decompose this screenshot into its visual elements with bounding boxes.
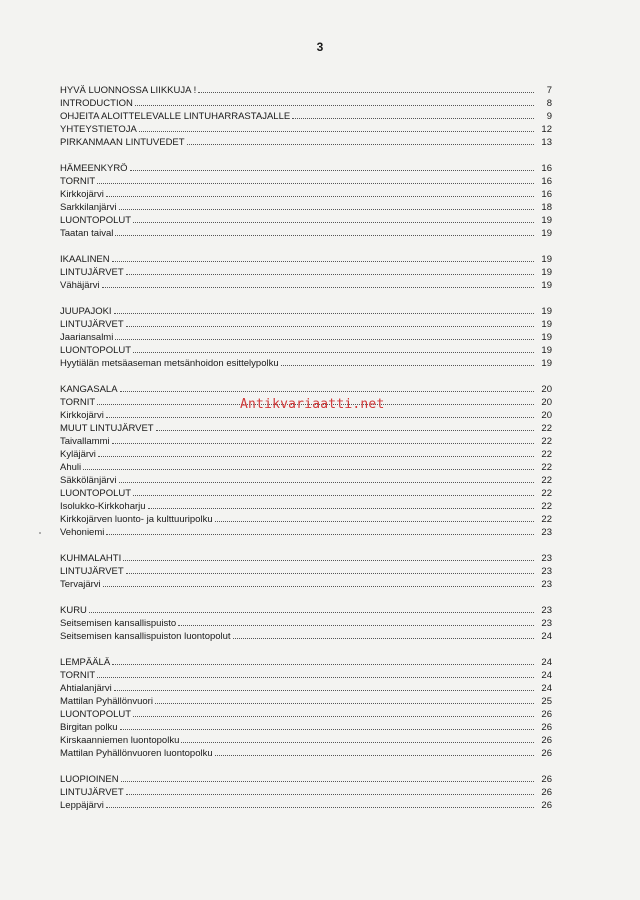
toc-entry [60, 474, 552, 487]
toc-entry-page: 26 [541, 722, 552, 733]
dot-leader [130, 169, 534, 171]
toc-entry-page: 19 [541, 280, 552, 291]
toc-entry-page: 26 [541, 748, 552, 759]
toc-entry-page: 19 [541, 228, 552, 239]
toc-entry-page: 16 [541, 163, 552, 174]
toc-entry [60, 500, 552, 513]
toc-entry-page: 19 [541, 332, 552, 343]
toc-entry-page: 24 [541, 670, 552, 681]
toc-section [60, 305, 552, 370]
toc-entry-title: KURU [60, 605, 87, 616]
toc-entry-page: 22 [541, 462, 552, 473]
toc-entry-title: OHJEITA ALOITTELEVALLE LINTUHARRASTAJALLE [60, 111, 291, 122]
toc-entry-page: 26 [541, 774, 552, 785]
toc-entry-page: 9 [546, 111, 552, 122]
toc-section [60, 162, 552, 240]
toc-entry-title: Kyläjärvi [60, 449, 96, 460]
toc-entry-title: JUUPAJOKI [60, 306, 112, 317]
toc-entry [60, 110, 552, 123]
toc-entry-title: Isolukko-Kirkkoharju [60, 501, 146, 512]
toc-entry-page: 19 [541, 319, 552, 330]
toc-entry [60, 487, 552, 500]
toc-entry-page: 22 [541, 423, 552, 434]
toc-entry-page: 19 [541, 358, 552, 369]
toc-entry [60, 578, 552, 591]
dot-leader [120, 390, 534, 392]
dot-leader [119, 481, 535, 483]
toc-entry-page: 23 [541, 618, 552, 629]
toc-entry-title: Birgitan polku [60, 722, 118, 733]
dot-leader [126, 325, 534, 327]
toc-entry [60, 227, 552, 240]
toc-entry-page: 26 [541, 800, 552, 811]
toc-entry [60, 84, 552, 97]
toc-entry-page: 24 [541, 657, 552, 668]
toc-entry-page: 20 [541, 397, 552, 408]
dot-leader [133, 715, 534, 717]
toc-entry [60, 435, 552, 448]
toc-entry-page: 19 [541, 345, 552, 356]
toc-entry-page: 22 [541, 514, 552, 525]
toc-entry [60, 318, 552, 331]
toc-entry-title: HÄMEENKYRÖ [60, 163, 128, 174]
dot-leader [198, 91, 534, 93]
toc-entry-page: 16 [541, 189, 552, 200]
dot-leader [133, 351, 534, 353]
toc-section [60, 604, 552, 643]
toc-entry-page: 26 [541, 709, 552, 720]
dot-leader [181, 741, 534, 743]
toc-entry [60, 695, 552, 708]
toc-entry-page: 26 [541, 735, 552, 746]
toc-entry [60, 552, 552, 565]
toc-entry-title: Vehoniemi [60, 527, 105, 538]
toc-entry-title: LUONTOPOLUT [60, 488, 132, 499]
dot-leader [119, 208, 535, 210]
toc-entry-page: 18 [541, 202, 552, 213]
toc-entry-page: 19 [541, 254, 552, 265]
dot-leader [135, 104, 534, 106]
toc-entry-page: 19 [541, 306, 552, 317]
toc-entry-title: LUONTOPOLUT [60, 345, 132, 356]
toc-entry-title: LUONTOPOLUT [60, 709, 132, 720]
toc-entry [60, 461, 552, 474]
dot-leader [133, 494, 534, 496]
toc-entry [60, 513, 552, 526]
toc-entry-page: 25 [541, 696, 552, 707]
dot-leader [114, 312, 534, 314]
toc-entry-title: LUOPIOINEN [60, 774, 119, 785]
dot-leader [106, 195, 534, 197]
binding-hole-mark [39, 532, 41, 534]
toc-section [60, 656, 552, 760]
toc-entry-title: Kirkkojärvi [60, 410, 104, 421]
toc-entry-title: PIRKANMAAN LINTUVEDET [60, 137, 185, 148]
toc-entry-title: MUUT LINTUJÄRVET [60, 423, 154, 434]
toc-entry-page: 12 [541, 124, 552, 135]
dot-leader [281, 364, 534, 366]
toc-entry [60, 747, 552, 760]
dot-leader [112, 663, 534, 665]
toc-entry-title: Jaariansalmi [60, 332, 114, 343]
dot-leader [126, 273, 534, 275]
toc-entry-title: INTRODUCTION [60, 98, 133, 109]
dot-leader [114, 689, 534, 691]
dot-leader [103, 585, 534, 587]
toc-entry-page: 13 [541, 137, 552, 148]
toc-entry-title: KANGASALA [60, 384, 118, 395]
toc-entry [60, 682, 552, 695]
toc-section [60, 552, 552, 591]
toc-entry-page: 24 [541, 631, 552, 642]
dot-leader [233, 637, 534, 639]
dot-leader [292, 117, 534, 119]
toc-entry-title: HYVÄ LUONNOSSA LIIKKUJA ! [60, 85, 197, 96]
dot-leader [215, 754, 534, 756]
toc-entry [60, 786, 552, 799]
dot-leader [133, 221, 534, 223]
toc-entry [60, 331, 552, 344]
dot-leader [120, 728, 534, 730]
toc-entry-page: 23 [541, 553, 552, 564]
toc-entry [60, 162, 552, 175]
toc-entry [60, 136, 552, 149]
toc-entry-title: TORNIT [60, 397, 96, 408]
toc-section [60, 253, 552, 292]
dot-leader [187, 143, 534, 145]
toc-entry-page: 23 [541, 566, 552, 577]
toc-section [60, 773, 552, 812]
toc-entry-title: Ahuli [60, 462, 82, 473]
toc-entry-page: 23 [541, 579, 552, 590]
toc-entry-title: LINTUJÄRVET [60, 566, 124, 577]
toc-entry [60, 344, 552, 357]
toc-entry [60, 305, 552, 318]
toc-entry-page: 22 [541, 475, 552, 486]
toc-entry [60, 357, 552, 370]
toc-entry [60, 604, 552, 617]
toc-entry-page: 7 [546, 85, 552, 96]
dot-leader [178, 624, 534, 626]
toc-entry-page: 19 [541, 215, 552, 226]
toc-entry-page: 26 [541, 787, 552, 798]
dot-leader [83, 468, 534, 470]
toc-entry [60, 526, 552, 539]
toc-entry [60, 279, 552, 292]
toc-entry [60, 448, 552, 461]
toc-entry [60, 266, 552, 279]
toc-entry-title: Taatan taival [60, 228, 114, 239]
toc-entry-title: LINTUJÄRVET [60, 267, 124, 278]
toc-entry-page: 23 [541, 605, 552, 616]
toc-entry-title: Kirskaanniemen luontopolku [60, 735, 180, 746]
dot-leader [102, 286, 534, 288]
toc-entry-title: Vähäjärvi [60, 280, 100, 291]
toc-entry [60, 188, 552, 201]
toc-entry-title: Seitsemisen kansallispuisto [60, 618, 177, 629]
toc-entry-title: Sarkkilanjärvi [60, 202, 117, 213]
toc-entry-title: Mattilan Pyhällönvuoren luontopolku [60, 748, 213, 759]
toc-entry-title: Mattilan Pyhällönvuori [60, 696, 153, 707]
dot-leader [89, 611, 534, 613]
toc-entry [60, 214, 552, 227]
toc-entry-title: KUHMALAHTI [60, 553, 122, 564]
toc-entry-title: Säkkölänjärvi [60, 475, 117, 486]
toc-entry-page: 8 [546, 98, 552, 109]
toc-entry-title: LEMPÄÄLÄ [60, 657, 111, 668]
toc-entry-title: Taivallammi [60, 436, 110, 447]
dot-leader [115, 338, 534, 340]
toc-entry-page: 24 [541, 683, 552, 694]
dot-leader [215, 520, 534, 522]
dot-leader [139, 130, 534, 132]
dot-leader [98, 455, 534, 457]
dot-leader [97, 182, 534, 184]
toc-entry-title: LINTUJÄRVET [60, 319, 124, 330]
toc-entry-title: Leppäjärvi [60, 800, 104, 811]
toc-entry-title: YHTEYSTIETOJA [60, 124, 137, 135]
toc-entry-title: LINTUJÄRVET [60, 787, 124, 798]
table-of-contents [60, 84, 552, 825]
toc-entry [60, 656, 552, 669]
toc-entry-title: TORNIT [60, 176, 96, 187]
toc-entry-title: TORNIT [60, 670, 96, 681]
toc-entry-page: 23 [541, 527, 552, 538]
toc-entry [60, 708, 552, 721]
toc-entry-page: 22 [541, 436, 552, 447]
toc-entry-page: 19 [541, 267, 552, 278]
toc-entry-title: Kirkkojärven luonto- ja kulttuuripolku [60, 514, 213, 525]
toc-entry [60, 721, 552, 734]
toc-entry-page: 20 [541, 410, 552, 421]
toc-entry-page: 22 [541, 501, 552, 512]
toc-entry [60, 630, 552, 643]
dot-leader [115, 234, 534, 236]
dot-leader [97, 676, 534, 678]
toc-entry [60, 617, 552, 630]
toc-entry [60, 253, 552, 266]
dot-leader [155, 702, 534, 704]
page-number: 3 [316, 40, 324, 54]
toc-entry-title: Tervajärvi [60, 579, 101, 590]
toc-entry-page: 22 [541, 488, 552, 499]
dot-leader [126, 793, 534, 795]
toc-entry [60, 669, 552, 682]
dot-leader [156, 429, 534, 431]
toc-entry-title: IKAALINEN [60, 254, 110, 265]
toc-entry [60, 201, 552, 214]
toc-entry-title: Seitsemisen kansallispuiston luontopolut [60, 631, 231, 642]
dot-leader [112, 260, 534, 262]
dot-leader [106, 416, 534, 418]
toc-entry [60, 799, 552, 812]
dot-leader [148, 507, 534, 509]
toc-entry [60, 422, 552, 435]
dot-leader [106, 806, 534, 808]
toc-entry [60, 97, 552, 110]
toc-entry-page: 22 [541, 449, 552, 460]
toc-entry [60, 123, 552, 136]
toc-entry-title: LUONTOPOLUT [60, 215, 132, 226]
toc-entry-page: 16 [541, 176, 552, 187]
toc-entry [60, 175, 552, 188]
dot-leader [123, 559, 534, 561]
dot-leader [126, 572, 534, 574]
dot-leader [121, 780, 534, 782]
dot-leader [112, 442, 534, 444]
toc-entry [60, 383, 552, 396]
toc-entry-title: Hyytiälän metsäaseman metsänhoidon esittelypolku [60, 358, 279, 369]
toc-entry [60, 734, 552, 747]
watermark: Antikvariaatti.net [240, 397, 385, 412]
toc-entry-title: Kirkkojärvi [60, 189, 104, 200]
dot-leader [106, 533, 534, 535]
toc-entry [60, 565, 552, 578]
toc-entry [60, 773, 552, 786]
toc-section [60, 84, 552, 149]
toc-entry-page: 20 [541, 384, 552, 395]
toc-entry-title: Ahtialanjärvi [60, 683, 112, 694]
